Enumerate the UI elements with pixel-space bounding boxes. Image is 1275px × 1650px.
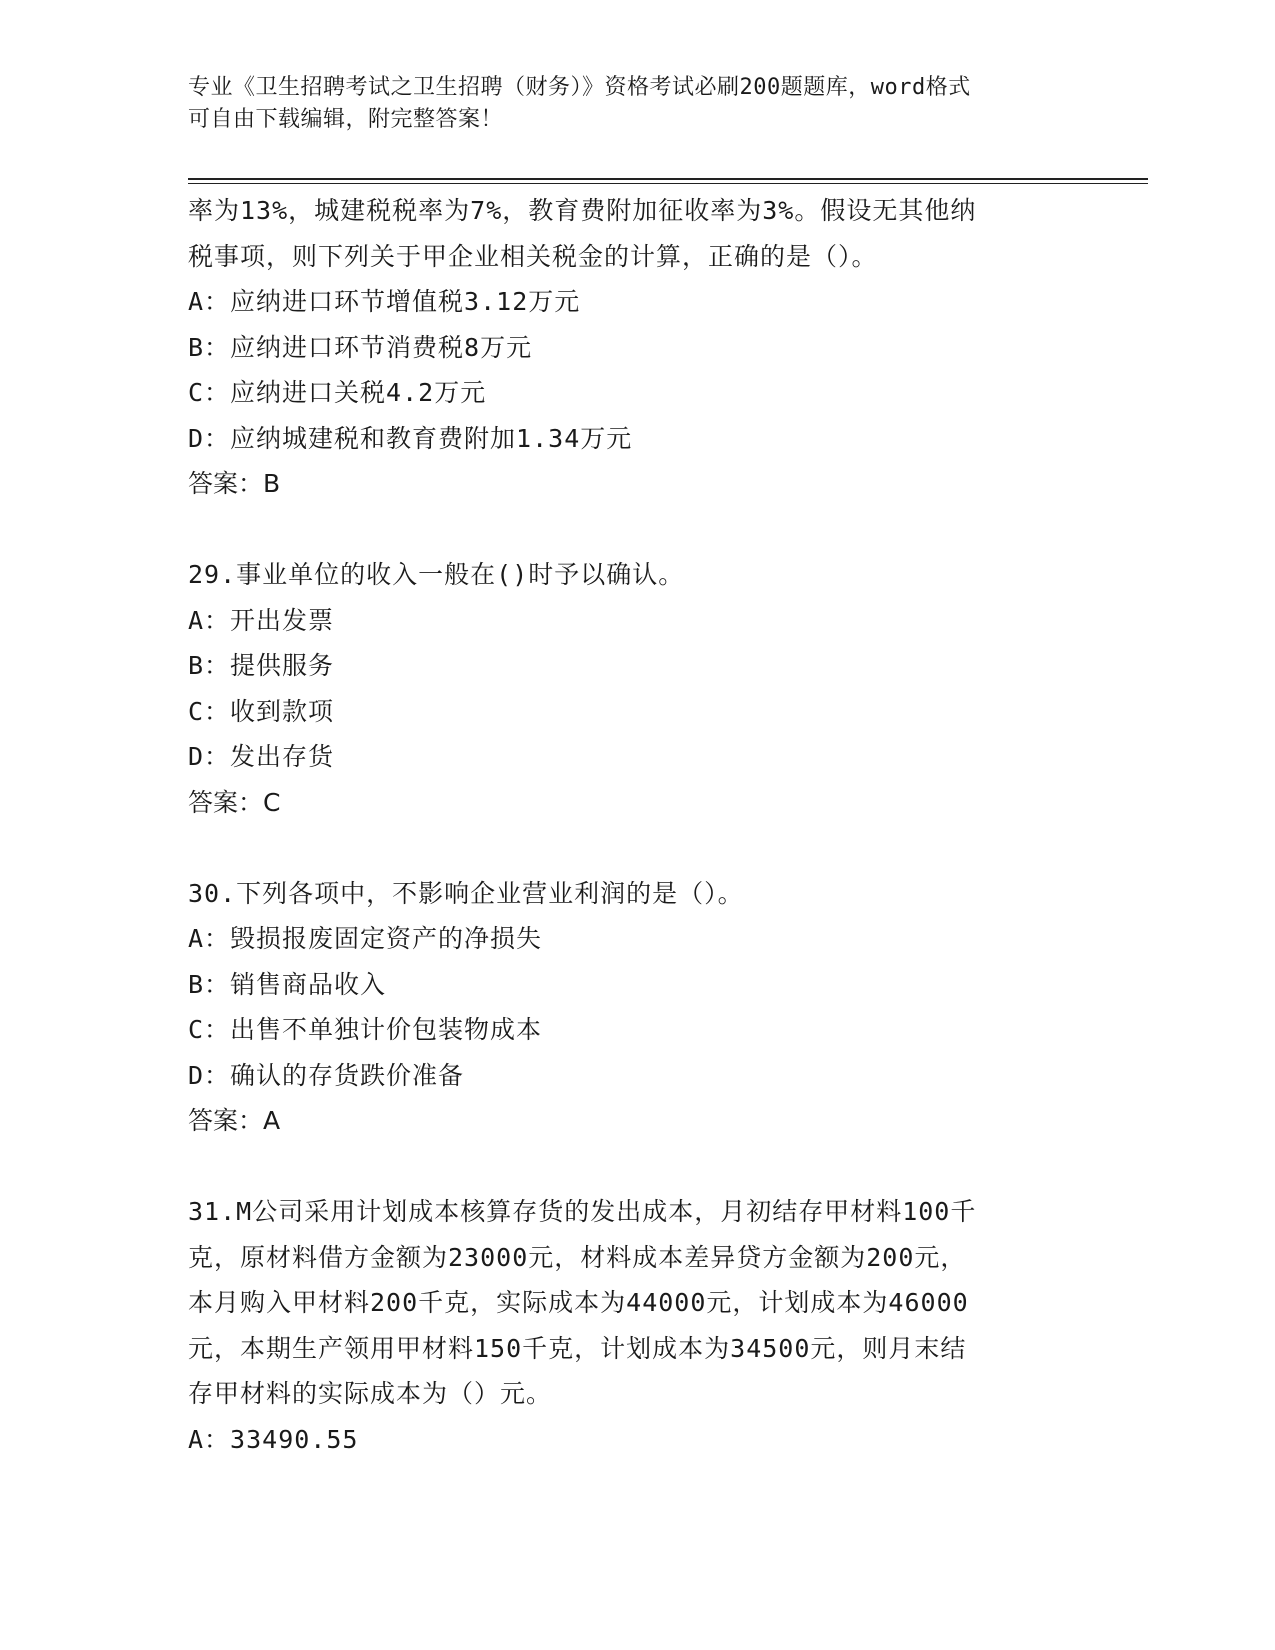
question-text-line: 率为13%，城建税税率为7%，教育费附加征收率为3%。假设无其他纳 xyxy=(188,196,977,225)
answer-label: 答案：C xyxy=(188,787,281,817)
spacer xyxy=(188,1144,1068,1190)
question-text-line: 元，本期生产领用甲材料150千克，计划成本为34500元，则月末结 xyxy=(188,1333,967,1363)
answer-label: 答案：B xyxy=(188,469,281,498)
question-list xyxy=(188,188,1068,1462)
document-header xyxy=(188,72,1068,136)
option-d: D：发出存货 xyxy=(188,742,335,771)
question-text-line: 克，原材料借方金额为23000元，材料成本差异贷方金额为200元， xyxy=(188,1242,967,1272)
question-28 xyxy=(188,188,1068,507)
option-c: C：收到款项 xyxy=(188,696,335,726)
question-text: 29.事业单位的收入一般在()时予以确认。 xyxy=(188,560,685,589)
question-text-line: 税事项，则下列关于甲企业相关税金的计算，正确的是（）。 xyxy=(188,241,878,271)
option-a: A：毁损报废固定资产的净损失 xyxy=(188,924,543,953)
header-line-1: 专业《卫生招聘考试之卫生招聘（财务）》资格考试必刷200题题库，word格式 xyxy=(188,75,971,100)
spacer xyxy=(188,825,1068,871)
option-c: C：出售不单独计价包装物成本 xyxy=(188,1015,543,1044)
spacer xyxy=(188,507,1068,553)
option-d: D：应纳城建税和教育费附加1.34万元 xyxy=(188,423,633,453)
header-rule-thick xyxy=(188,178,1148,180)
question-30 xyxy=(188,871,1068,1144)
question-text-line: 存甲材料的实际成本为（）元。 xyxy=(188,1379,553,1408)
option-b: B：应纳进口环节消费税8万元 xyxy=(188,332,533,362)
option-b: B：提供服务 xyxy=(188,651,335,680)
option-c: C：应纳进口关税4.2万元 xyxy=(188,378,487,407)
option-a: A：33490.55 xyxy=(188,1424,359,1454)
question-text-line: 本月购入甲材料200千克，实际成本为44000元，计划成本为46000 xyxy=(188,1288,969,1317)
header-rule-thin xyxy=(188,183,1148,184)
question-text-line: 31.M公司采用计划成本核算存货的发出成本，月初结存甲材料100千 xyxy=(188,1197,977,1226)
option-b: B：销售商品收入 xyxy=(188,969,387,999)
question-31 xyxy=(188,1189,1068,1462)
answer-label: 答案：A xyxy=(188,1106,281,1135)
question-text: 30.下列各项中，不影响企业营业利润的是（）。 xyxy=(188,878,744,908)
option-a: A：应纳进口环节增值税3.12万元 xyxy=(188,287,581,316)
option-d: D：确认的存货跌价准备 xyxy=(188,1060,465,1090)
header-line-2: 可自由下载编辑，附完整答案！ xyxy=(188,107,504,132)
question-29 xyxy=(188,552,1068,825)
option-a: A：开出发票 xyxy=(188,605,335,635)
